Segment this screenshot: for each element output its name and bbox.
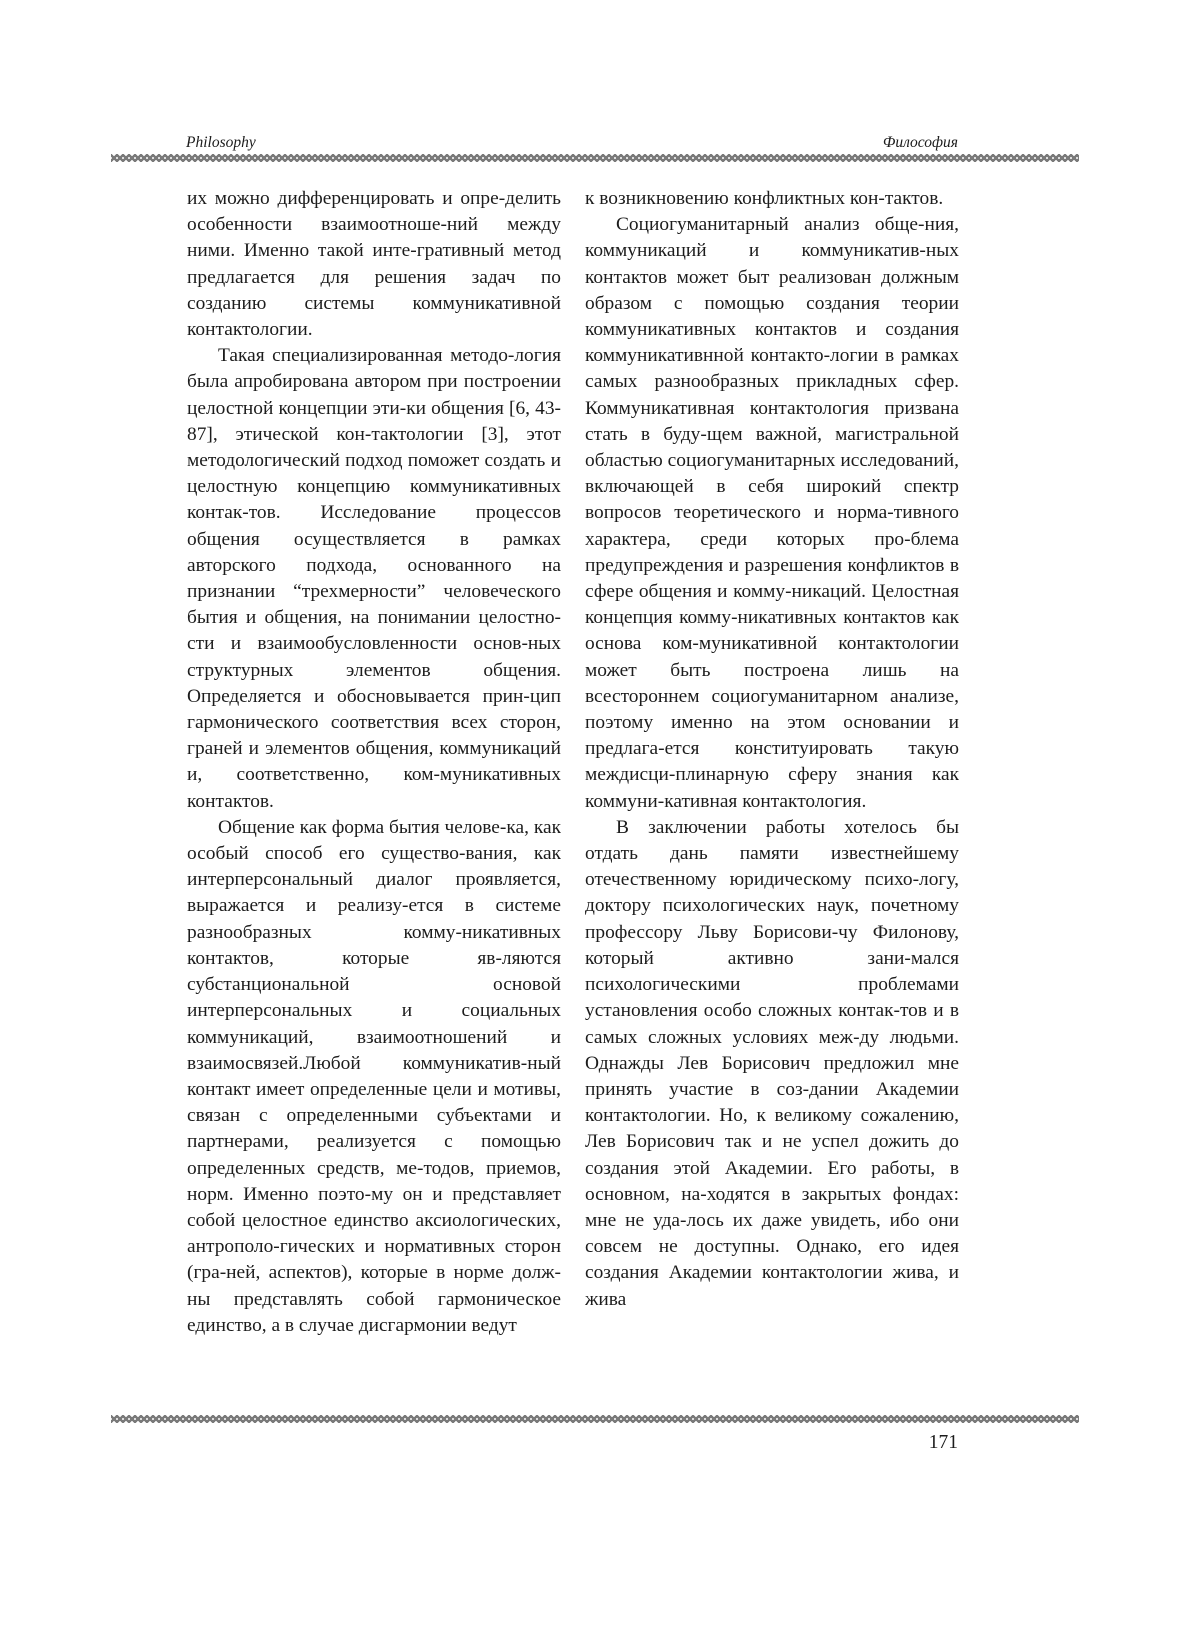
right-text-column [585,186,959,1408]
paragraph: Социогуманитарный анализ обще-ния, коммуникаций и коммуникатив-ных контактов может быт реализован должным образом с помощью создания теории коммуникативных контактов и создания коммуникативнной контакто-логии в рамках самых разнообразных прикладных сфер. Коммуникативная контактология призвана стать в буду-щем важной, магистральной областью социогуманитарных исследований, включающей в себя широкий спектр вопросов теоретического и норма-тивного характера, среди которых про-блема предупреждения и разрешения конфликтов в сфере общения и комму-никаций. Целостная концепция комму-никативных контактов как основа ком-муникативной контактологии может быть построена лишь на всестороннем социогуманитарном анализе, поэтому именно на этом основании и предлага-ется конституировать такую междисци-плинарную сферу знания как коммуни-кативная контактология. [585,214,959,812]
paragraph: Общение как форма бытия челове-ка, как особый способ его существо-вания, как интерперсональный диалог проявляется, выражается и реализу-ется в системе разнообразных комму-никативных контактов, которые яв-ляются субстанциональной основой интерперсональных и социальных коммуникаций, взаимоотношений и взаимосвязей.Любой коммуникатив-ный контакт имеет определенные цели и мотивы, связан с определенными субъектами и партнерами, реализуется с помощью определенных средств, ме-тодов, приемов, норм. Именно поэто-му он и представляет собой целостное единство аксиологических, антрополо-гических и нормативных сторон (гра-ней, аспектов), которые в норме долж-ны представлять собой гармоническое единство, а в случае дисгармонии ведут [187,816,561,1336]
paragraph: Такая специализированная методо-логия была апробирована автором при построении целостной концепции эти-ки общения [6, 43-87], этической кон-тактологии [3], этот методологический подход поможет создать и целостную концепцию коммуникативных контак-тов. Исследование процессов общения осуществляется в рамках авторского подхода, основанного на признании “трехмерности” человеческого бытия и общения, на понимании целостно-сти и взаимообусловленности основ-ных структурных элементов общения. Определяется и обосновывается прин-цип гармонического соответствия всех сторон, граней и элементов общения, коммуникаций и, соответственно, ком-муникативных контактов. [187,345,561,812]
header-ornament-rule [111,154,1079,162]
paragraph-continued: их можно дифференцировать и опре-делить особенности взаимоотноше-ний между ними. Именно такой инте-гративный метод предлагается для решения задач по созданию системы коммуникативной контактологии. [187,188,561,341]
paragraph: В заключении работы хотелось бы отдать дань памяти известнейшему отечественному юридическому психо-логу, доктору психологических наук, почетному профессору Льву Борисови-чу Филонову, который активно зани-мался психологическими проблемами установления особо сложных контак-тов и в самых сложных условиях меж-ду людьми. Однажды Лев Борисович предложил мне принять участие в соз-дании Академии контактологии. Но, к великому сожалению, Лев Борисович так и не успел дожить до создания этой Академии. Его работы, в основном, на-ходятся в закрытых фондах: мне не уда-лось их даже увидеть, ибо они совсем не доступны. Однако, его идея создания Академии контактологии жива, и жива [585,816,959,1310]
left-text-column [187,186,561,1408]
page-number: 171 [928,1432,958,1453]
paragraph-continued: к возникновению конфликтных кон-тактов. [585,188,944,209]
footer-ornament-rule [111,1415,1079,1423]
running-header [186,130,958,156]
header-journal-section-ru: Философия [882,134,958,151]
header-journal-section-en: Philosophy [186,134,256,151]
